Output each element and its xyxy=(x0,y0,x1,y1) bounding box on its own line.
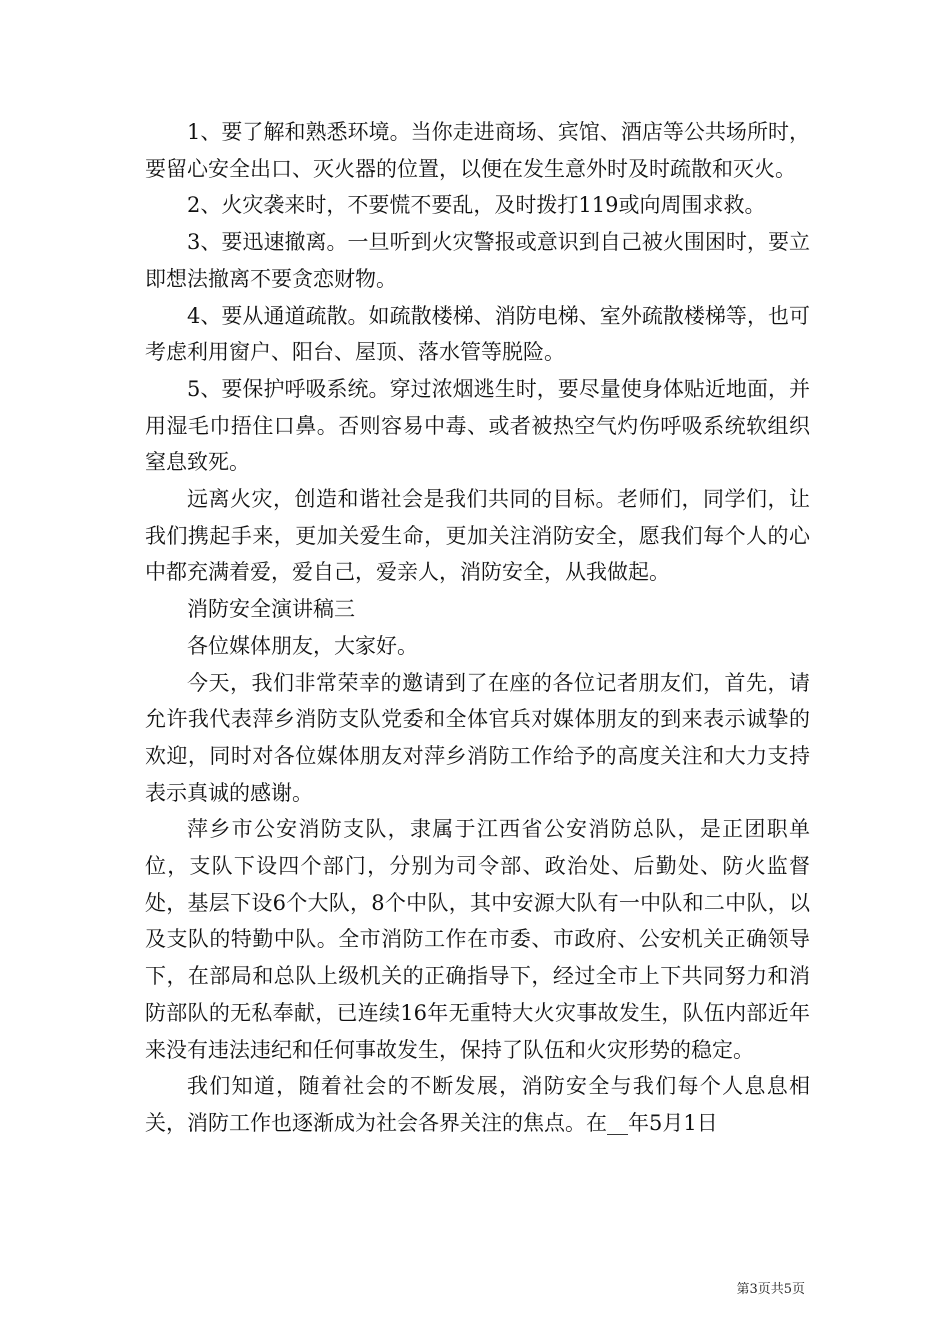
document-body xyxy=(145,114,810,1142)
paragraph-welcome: 今天，我们非常荣幸的邀请到了在座的各位记者朋友们，首先，请允许我代表萍乡消防支队党委和全体官兵对媒体朋友的到来表示诚挚的欢迎，同时对各位媒体朋友对萍乡消防工作给予的高度关注和大力支持表示真诚的感谢。 xyxy=(145,670,810,805)
section-heading: 消防安全演讲稿三 xyxy=(187,597,355,622)
paragraph-tip-2: 2、火灾袭来时，不要慌不要乱，及时拨打119或向周围求救。 xyxy=(187,193,766,218)
page-number-footer: 第3页共5页 xyxy=(736,1282,805,1297)
paragraph-tip-5: 5、要保护呼吸系统。穿过浓烟逃生时，要尽量使身体贴近地面，并用湿毛巾捂住口鼻。否则容易中毒、或者被热空气灼伤呼吸系统软组织窒息致死。 xyxy=(145,376,810,475)
paragraph-tip-1: 1、要了解和熟悉环境。当你走进商场、宾馆、酒店等公共场所时，要留心安全出口、灭火器的位置，以便在发生意外时及时疏散和灭火。 xyxy=(145,120,810,181)
paragraph-tip-4: 4、要从通道疏散。如疏散楼梯、消防电梯、室外疏散楼梯等，也可考虑利用窗户、阳台、屋顶、落水管等脱险。 xyxy=(145,303,810,365)
paragraph-tip-3: 3、要迅速撤离。一旦听到火灾警报或意识到自己被火围困时，要立即想法撤离不要贪恋财物。 xyxy=(145,230,810,291)
paragraph-introduction: 萍乡市公安消防支队，隶属于江西省公安消防总队，是正团职单位，支队下设四个部门，分别为司令部、政治处、后勤处、防火监督处，基层下设6个大队，8个中队，其中安源大队有一中队和二中队，以及支队的特勤中队。全市消防工作在市委、市政府、公安机关正确领导下，在部局和总队上级机关的正确指导下，经过全市上下共同努力和消防部队的无私奉献，已连续16年无重特大火灾事故发生，队伍内部近年来没有违法违纪和任何事故发生，保持了队伍和火灾形势的稳定。 xyxy=(145,817,810,1062)
paragraph-continuation: 我们知道，随着社会的不断发展，消防安全与我们每个人息息相关，消防工作也逐渐成为社会各界关注的焦点。在__年5月1日 xyxy=(145,1074,810,1135)
paragraph-closing: 远离火灾，创造和谐社会是我们共同的目标。老师们，同学们，让我们携起手来，更加关爱生命，更加关注消防安全，愿我们每个人的心中都充满着爱，爱自己，爱亲人，消防安全，从我做起。 xyxy=(145,487,810,585)
paragraph-greeting: 各位媒体朋友，大家好。 xyxy=(187,633,418,658)
